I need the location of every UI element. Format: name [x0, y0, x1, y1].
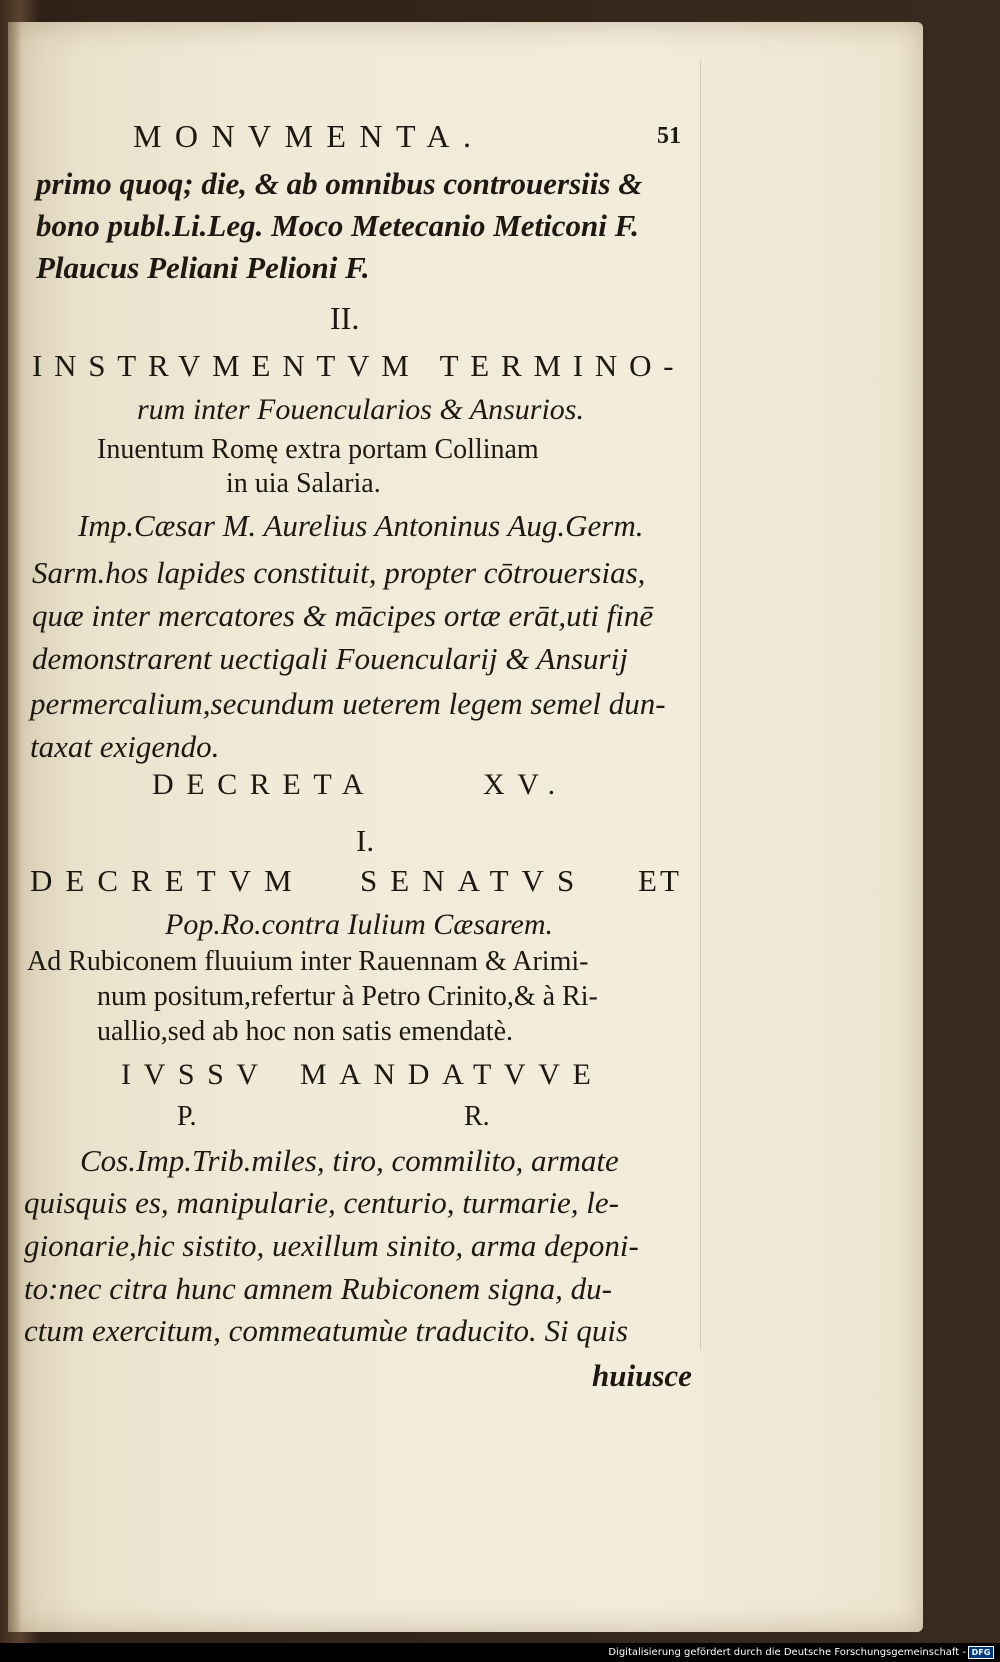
inscription-heading: P.	[177, 1101, 197, 1132]
text-line: bono publ.Li.Leg. Moco Metecanio Meticoni F.	[36, 208, 640, 243]
text-line: quisquis es, manipularie, centurio, turmarie, le-	[24, 1185, 619, 1220]
running-title: MONVMENTA.	[133, 118, 485, 154]
section-heading: INSTRVMENTVM TERMINO-	[32, 348, 686, 383]
text-line: demonstrarent uectigali Fouencularij & Ansurij	[32, 641, 628, 676]
inscription-heading: IVSSV	[121, 1058, 271, 1091]
chapter-heading: DECRETA	[152, 768, 377, 801]
source-note: Inuentum Romę extra portam Collinam	[97, 434, 539, 465]
text-line: Plaucus Peliani Pelioni F.	[36, 250, 370, 285]
text-line: ctum exercitum, commeatumùe traducito. Si quis	[24, 1313, 629, 1348]
catchword: huiusce	[592, 1358, 692, 1393]
text-line: quæ inter mercatores & mācipes ortæ erāt,uti finē	[32, 598, 654, 633]
source-note: num positum,refertur à Petro Crinito,& à Ri-	[97, 981, 598, 1012]
text-line: to:nec citra hunc amnem Rubiconem signa, du-	[24, 1271, 613, 1306]
chapter-number: XV.	[483, 768, 568, 801]
source-note: uallio,sed ab hoc non satis emendatè.	[97, 1016, 513, 1047]
text-line: Sarm.hos lapides constituit, propter cōtrouersias,	[32, 555, 646, 590]
text-line: permercalium,secundum ueterem legem semel dun-	[30, 686, 666, 721]
section-number: I.	[356, 823, 375, 858]
section-heading: rum inter Fouencularios & Ansurios.	[137, 393, 584, 426]
source-note: in uia Salaria.	[226, 468, 381, 499]
text-line: Cos.Imp.Trib.miles, tiro, commilito, armate	[80, 1143, 619, 1178]
section-heading: DECRETVM	[30, 863, 305, 898]
section-heading: Pop.Ro.contra Iulium Cæsarem.	[165, 908, 554, 941]
section-heading: SENATVS	[360, 863, 588, 898]
text-line: gionarie,hic sistito, uexillum sinito, arma deponi-	[24, 1228, 639, 1263]
inscription-heading: R.	[464, 1101, 490, 1132]
section-heading: ET	[638, 863, 683, 898]
source-note: Ad Rubiconem fluuium inter Rauennam & Arimi-	[27, 946, 589, 977]
footer-credit: Digitalisierung gefördert durch die Deutsche Forschungsgemeinschaft -	[608, 1647, 966, 1658]
inscription-heading: MANDATVVE	[300, 1058, 604, 1091]
dfg-logo-icon: DFG	[968, 1646, 994, 1659]
text-line: Imp.Cæsar M. Aurelius Antoninus Aug.Germ.	[78, 508, 644, 543]
section-number: II.	[330, 300, 360, 336]
text-line: taxat exigendo.	[30, 729, 220, 764]
page-number: 51	[657, 123, 681, 149]
text-line: primo quoq; die, & ab omnibus controuersiis &	[36, 166, 643, 201]
